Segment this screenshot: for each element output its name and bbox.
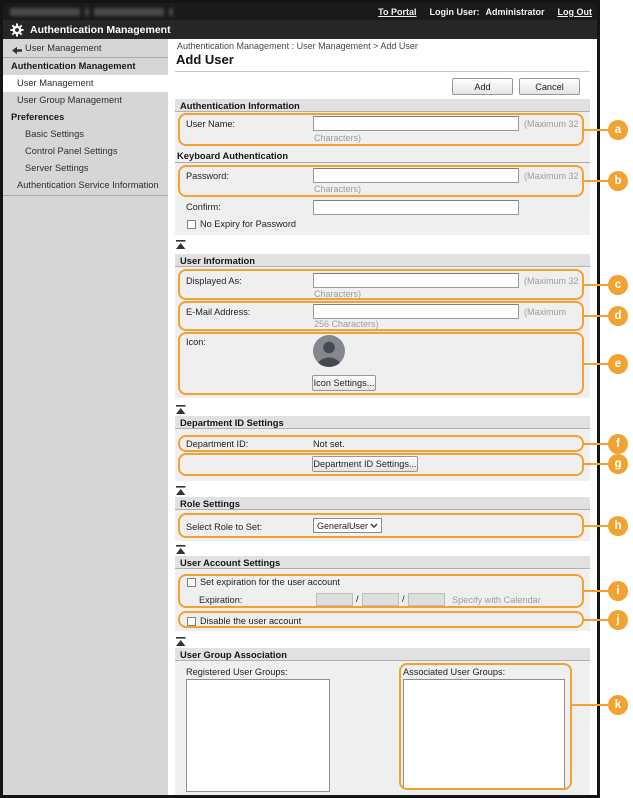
callout-letter-b: b [608, 171, 628, 191]
specify-with-calendar-label: Specify with Calendar [452, 595, 541, 605]
collapse-top-icon[interactable] [176, 240, 186, 249]
password-label: Password: [186, 171, 229, 181]
callout-letter-d: d [608, 306, 628, 326]
associated-groups-label: Associated User Groups: [403, 667, 506, 677]
sidebar-item-user-group-management[interactable]: User Group Management [17, 95, 122, 105]
section-header-user-group-association: User Group Association [175, 648, 590, 661]
section-header-user-information: User Information [175, 254, 590, 267]
confirm-label: Confirm: [186, 202, 221, 212]
login-user-label: Login User: [429, 6, 480, 17]
callout-letter-h: h [608, 516, 628, 536]
icon-label: Icon: [186, 337, 206, 347]
registered-groups-label: Registered User Groups: [186, 667, 288, 677]
password-hint: (Maximum 32 [524, 171, 579, 181]
section-header-role-settings: Role Settings [175, 497, 590, 510]
disable-account-checkbox[interactable] [187, 617, 196, 626]
date-separator: / [356, 594, 359, 604]
callout-letter-k: k [608, 695, 628, 715]
subheader-rule [175, 162, 590, 163]
expiration-month-input[interactable] [362, 593, 399, 606]
associated-groups-listbox[interactable] [403, 679, 565, 789]
callout-letter-i: i [608, 581, 628, 601]
registered-groups-listbox[interactable] [186, 679, 330, 792]
user-name-hint: (Maximum 32 [524, 119, 579, 129]
password-input[interactable] [313, 168, 519, 183]
top-bar [3, 3, 597, 20]
department-id-settings-button[interactable]: Department ID Settings... [312, 456, 418, 472]
login-user-value: Administrator [485, 6, 545, 17]
sidebar-item-authentication-service-information[interactable]: Authentication Service Information [17, 180, 159, 190]
app-title: Authentication Management [30, 23, 171, 36]
collapse-top-icon[interactable] [176, 405, 186, 414]
redacted-device-name [10, 7, 173, 16]
callout-letter-e: e [608, 354, 628, 374]
breadcrumb: Authentication Management : User Management > Add User [177, 41, 418, 51]
sidebar-divider [3, 195, 168, 196]
title-rule [175, 71, 590, 72]
section-header-department-id: Department ID Settings [175, 416, 590, 429]
expiration-day-input[interactable] [408, 593, 445, 606]
department-id-label: Department ID: [186, 439, 249, 449]
chevron-down-icon [370, 523, 378, 529]
displayed-as-input[interactable] [313, 273, 519, 288]
no-expiry-checkbox[interactable] [187, 220, 196, 229]
email-hint: (Maximum [524, 307, 566, 317]
sidebar-item-control-panel-settings[interactable]: Control Panel Settings [25, 146, 118, 156]
callout-letter-a: a [608, 120, 628, 140]
email-label: E-Mail Address: [186, 307, 251, 317]
sidebar-item-user-management[interactable]: User Management [3, 75, 168, 92]
set-expiration-label: Set expiration for the user account [200, 577, 340, 587]
add-button[interactable]: Add [452, 78, 513, 95]
gear-icon [10, 23, 24, 37]
collapse-top-icon[interactable] [176, 486, 186, 495]
disable-account-label: Disable the user account [200, 616, 302, 626]
user-name-input[interactable] [313, 116, 519, 131]
section-header-authentication-information: Authentication Information [175, 99, 590, 112]
select-role-label: Select Role to Set: [186, 522, 263, 532]
date-separator: / [402, 594, 405, 604]
email-hint-2: 256 Characters) [314, 319, 379, 329]
callout-letter-c: c [608, 275, 628, 295]
cancel-button[interactable]: Cancel [519, 78, 580, 95]
collapse-top-icon[interactable] [176, 545, 186, 554]
log-out-link[interactable]: Log Out [557, 6, 592, 17]
expiration-year-input[interactable] [316, 593, 353, 606]
callout-letter-g: g [608, 454, 628, 474]
no-expiry-label: No Expiry for Password [200, 219, 296, 229]
user-name-label: User Name: [186, 119, 236, 129]
app-bar [3, 20, 597, 39]
to-portal-link[interactable]: To Portal [378, 6, 417, 17]
expiration-label: Expiration: [199, 595, 243, 605]
user-name-hint-2: Characters) [314, 133, 362, 143]
subheader-keyboard-authentication: Keyboard Authentication [177, 150, 289, 161]
sidebar-back-user-management[interactable]: User Management [3, 40, 168, 58]
displayed-as-hint-2: Characters) [314, 289, 362, 299]
sidebar-item-preferences[interactable]: Preferences [11, 112, 65, 122]
user-avatar [313, 335, 345, 367]
role-select[interactable]: GeneralUser [313, 518, 382, 533]
sidebar-item-server-settings[interactable]: Server Settings [25, 163, 89, 173]
sidebar [3, 39, 168, 795]
callout-letter-f: f [608, 434, 628, 454]
icon-settings-button[interactable]: Icon Settings... [312, 375, 376, 391]
collapse-top-icon[interactable] [176, 637, 186, 646]
sidebar-item-authentication-management[interactable]: Authentication Management [11, 61, 136, 71]
displayed-as-hint: (Maximum 32 [524, 276, 579, 286]
section-body-department-id [175, 429, 590, 481]
page-title: Add User [176, 52, 234, 67]
callout-letter-j: j [608, 610, 628, 630]
department-id-value: Not set. [313, 439, 345, 449]
password-hint-2: Characters) [314, 184, 362, 194]
section-header-user-account: User Account Settings [175, 556, 590, 569]
set-expiration-checkbox[interactable] [187, 578, 196, 587]
sidebar-item-basic-settings[interactable]: Basic Settings [25, 129, 84, 139]
email-input[interactable] [313, 304, 519, 319]
displayed-as-label: Displayed As: [186, 276, 242, 286]
confirm-input[interactable] [313, 200, 519, 215]
